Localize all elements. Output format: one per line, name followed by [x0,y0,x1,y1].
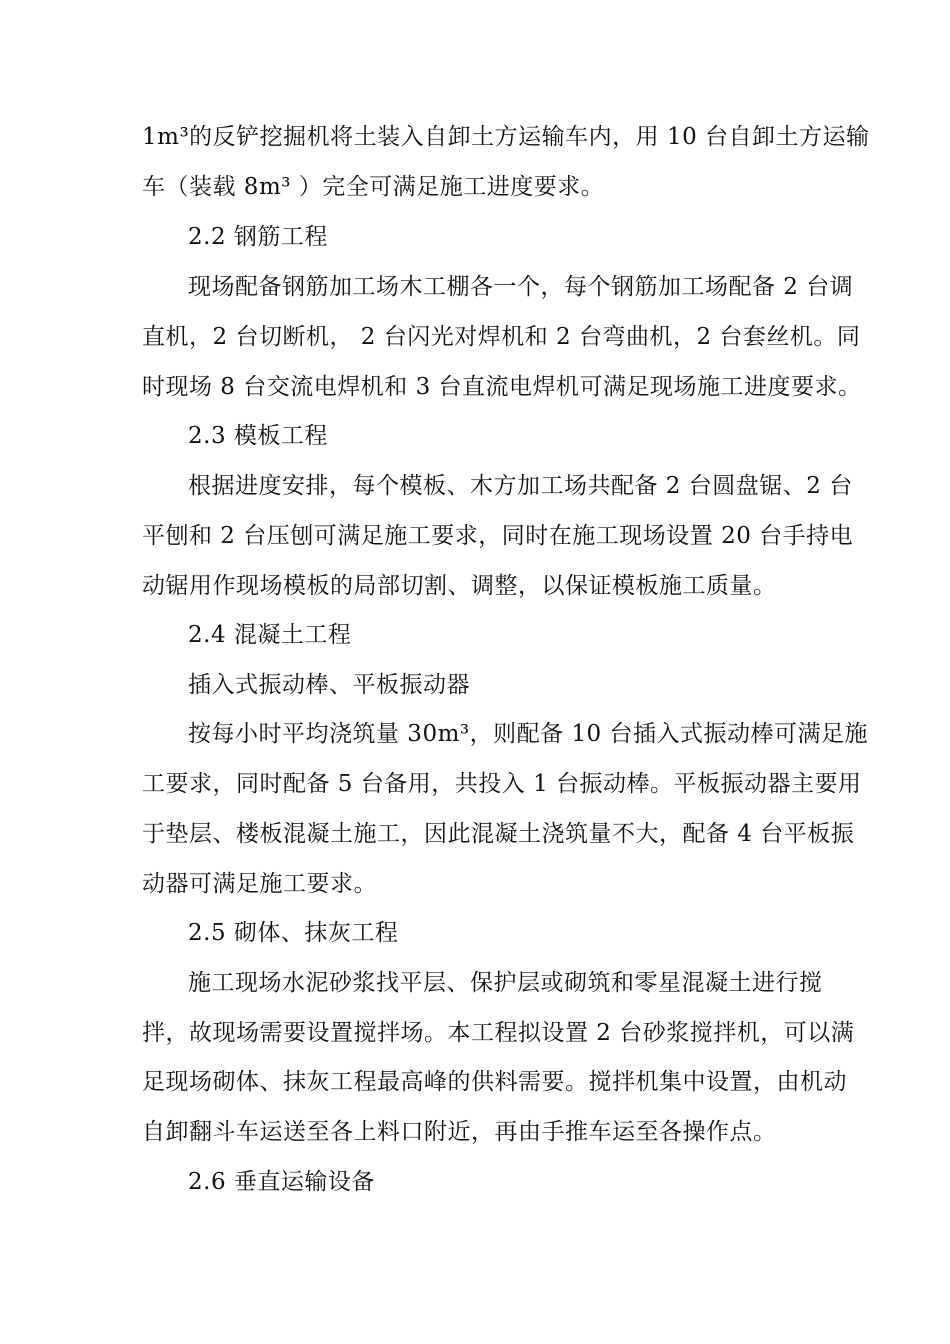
body-text-line: 1m³的反铲挖掘机将土装入自卸土方运输车内，用 10 台自卸土方运输 [142,124,870,150]
subheading: 插入式振动棒、平板振动器 [188,672,470,698]
body-text-line: 施工现场水泥砂浆找平层、保护层或砌筑和零星混凝土进行搅 [188,970,823,996]
body-text-line: 动锯用作现场模板的局部切割、调整，以保证模板施工质量。 [142,573,777,599]
body-text-line: 车（装载 8m³ ）完全可满足施工进度要求。 [142,174,605,200]
body-text-line: 直机，2 台切断机， 2 台闪光对焊机和 2 台弯曲机，2 台套丝机。同 [142,324,861,350]
body-text-line: 拌，故现场需要设置搅拌场。本工程拟设置 2 台砂浆搅拌机，可以满 [142,1020,855,1046]
body-text-line: 动器可满足施工要求。 [142,871,377,897]
section-heading: 2.4 混凝土工程 [188,622,352,648]
section-heading: 2.5 砌体、抹灰工程 [188,920,399,946]
body-text-line: 自卸翻斗车运送至各上料口附近，再由手推车运至各操作点。 [142,1119,777,1145]
section-heading: 2.3 模板工程 [188,423,328,449]
section-heading: 2.2 钢筋工程 [188,224,328,250]
section-heading: 2.6 垂直运输设备 [188,1169,375,1195]
body-text-line: 工要求，同时配备 5 台备用，共投入 1 台振动棒。平板振动器主要用 [142,771,862,797]
body-text-line: 足现场砌体、抹灰工程最高峰的供料需要。搅拌机集中设置，由机动 [142,1069,847,1095]
body-text-line: 于垫层、楼板混凝土施工，因此混凝土浇筑量不大，配备 4 台平板振 [142,821,855,847]
body-text-line: 平刨和 2 台压刨可满足施工要求，同时在施工现场设置 20 台手持电 [142,523,854,549]
body-text-line: 时现场 8 台交流电焊机和 3 台直流电焊机可满足现场施工进度要求。 [142,374,862,400]
body-text-line: 按每小时平均浇筑量 30m³，则配备 10 台插入式振动棒可满足施 [188,721,868,747]
body-text-line: 根据进度安排，每个模板、木方加工场共配备 2 台圆盘锯、2 台 [188,473,853,499]
body-text-line: 现场配备钢筋加工场木工棚各一个，每个钢筋加工场配备 2 台调 [188,274,854,300]
